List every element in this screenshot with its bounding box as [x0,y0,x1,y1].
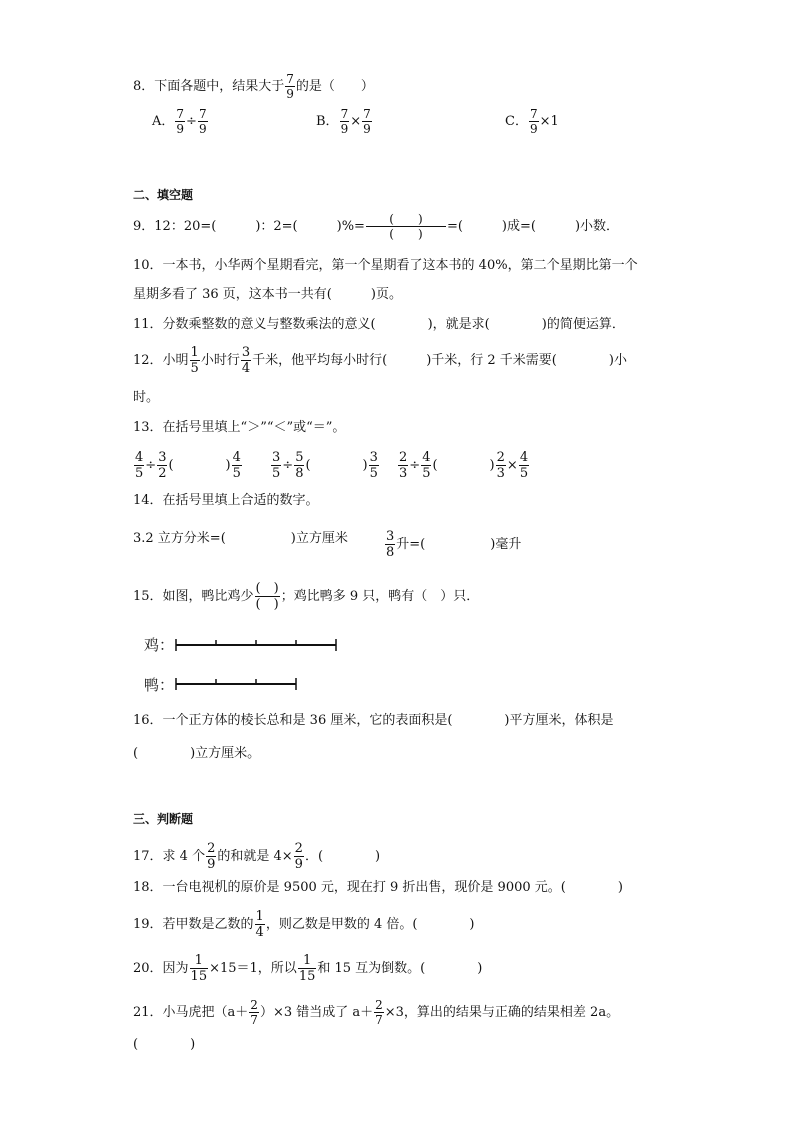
question-20: 20．因为 $\frac{1}{15}$ ×15＝1，所以 $\frac{1}{15}$ 和 15 互为倒数。( ) [133,953,483,984]
section-heading-true-false: 三、判断题 [133,812,194,826]
q8-option-a[interactable]: A． $\frac{7}{9}$ ÷ $\frac{7}{9}$ [152,107,207,136]
q8-option-b[interactable]: B． $\frac{7}{9}$ × $\frac{7}{9}$ [316,107,371,136]
question-9: 9．12：20=( )：2=( )%= $\frac{( )}{( )}$ =( )成=( )小数． [133,212,620,241]
q9-fraction-blank[interactable]: $\frac{( )}{( )}$ [366,213,446,240]
chicken-label: 鸡： [144,636,175,654]
q8-stem-a: 8．下面各题中，结果大于 [133,79,285,94]
q13-blank-2[interactable]: ( ) [305,458,368,473]
q8-option-c[interactable]: C． $\frac{7}{9}$ ×1 [505,107,559,136]
question-16-line-1: 16．一个正方体的棱长总和是 36 厘米，它的表面积是( )平方厘米，体积是 [133,713,614,728]
question-12-line-2: 时。 [133,390,160,405]
q13-blank-1[interactable]: ( ) [168,458,231,473]
section-heading-fill-in: 二、填空题 [133,188,194,202]
question-16-line-2: ( )立方厘米。 [133,746,261,761]
q13-item-2: $\frac{3}{5}$ ÷ $\frac{5}{8}$ ( ) $\frac{3}{5}$ [272,450,378,481]
question-11: 11．分数乘整数的意义与整数乘法的意义( )，就是求( )的简便运算． [133,317,625,332]
question-17: 17．求 4 个 $\frac{2}{9}$ 的和就是 4× $\frac{2}{9}$ ．( ) [133,841,381,872]
q13-blank-3[interactable]: ( ) [432,458,495,473]
question-14-part-2: $\frac{3}{8}$ 升=( )毫升 [386,529,522,560]
question-21: 21．小马虎把（a＋ $\frac{2}{7}$ ）×3 错当成了 a＋ $\frac{2}{7}$ ×3，算出的结果与正确的结果相差 2a。 [133,998,620,1027]
duck-bar [176,678,296,690]
duck-label: 鸭： [144,676,175,694]
question-21-line-2: ( ) [133,1037,196,1052]
question-14-stem: 14．在括号里填上合适的数字。 [133,493,319,508]
q8-stem-b: 的是（ ） [295,79,374,94]
q15-fraction-blank[interactable]: $\frac{( )}{( )}$ [255,581,279,612]
question-10-line-1: 10．一本书，小华两个星期看完，第一个星期看了这本书的 40%，第二个星期比第一个 [133,258,638,273]
question-15: 15．如图，鸭比鸡少 $\frac{( )}{( )}$ ；鸡比鸭多 9 只，鸭有（ ）只． [133,581,480,612]
chicken-bar [176,639,336,651]
question-19: 19．若甲数是乙数的 $\frac{1}{4}$ ，则乙数是甲数的 4 倍。( ) [133,909,475,940]
q13-item-3: $\frac{2}{3}$ ÷ $\frac{4}{5}$ ( ) $\frac{2}{3}$ × $\frac{4}{5}$ [399,450,529,481]
question-13-stem: 13．在括号里填上“＞”“＜”或“＝”。 [133,420,346,435]
question-18: 18．一台电视机的原价是 9500 元，现在打 9 折出售，现价是 9000 元。( ) [133,880,623,895]
q13-item-1: $\frac{4}{5}$ ÷ $\frac{3}{2}$ ( ) $\frac{4}{5}$ [135,450,241,481]
question-14-part-1: 3.2 立方分米=( )立方厘米 [133,531,348,546]
question-8 [133,73,374,100]
q15-segment-diagram [140,628,360,700]
question-12: 12．小明 $\frac{1}{5}$ 小时行 $\frac{3}{4}$ 千米，他平均每小时行( )千米，行 2 千米需要( )小 [133,345,627,376]
q8-fraction: $\frac{7}{9}$ [286,72,294,101]
question-10-line-2: 星期多看了 36 页，这本书一共有( )页。 [133,287,402,302]
